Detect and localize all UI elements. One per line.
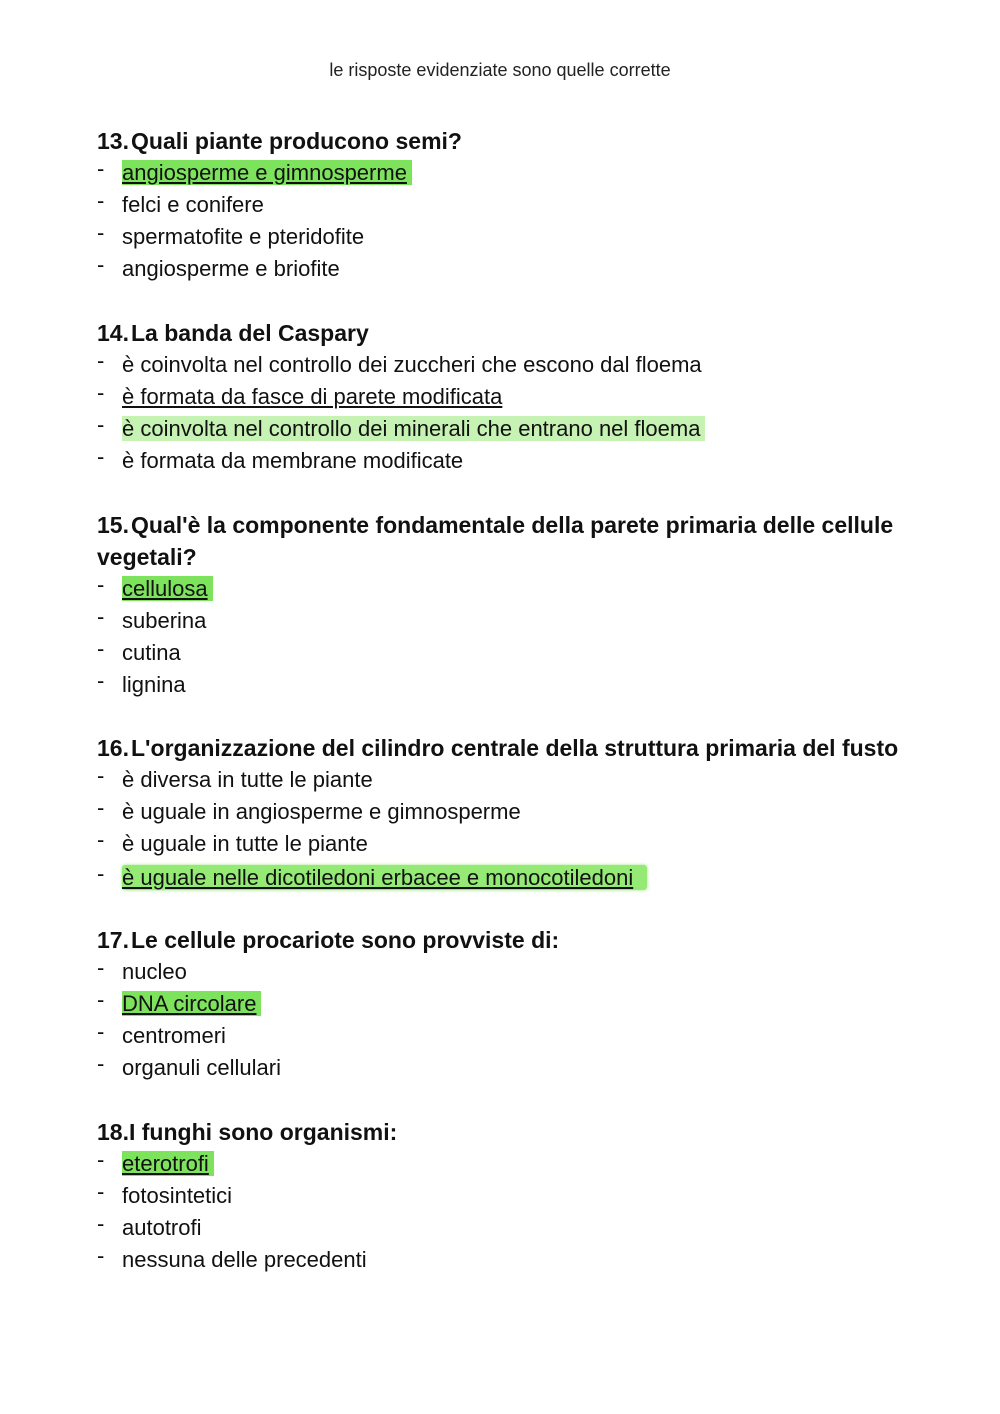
answer-item: - suberina — [97, 605, 917, 637]
answer-list — [97, 573, 917, 701]
answer-item: - nucleo — [97, 956, 917, 988]
answer-item: - DNA circolare — [97, 988, 917, 1020]
question-13 — [97, 125, 917, 285]
answer-item: - felci e conifere — [97, 189, 917, 221]
answer-item: - è coinvolta nel controllo dei zuccheri che escono dal floema — [97, 349, 917, 381]
answer-item: - angiosperme e gimnosperme — [97, 157, 917, 189]
question-text: L'organizzazione del cilindro centrale della struttura primaria del fusto — [131, 735, 899, 761]
answer-text: nucleo — [122, 959, 187, 984]
question-16 — [97, 732, 957, 894]
question-title — [97, 1116, 917, 1148]
question-number: 16. — [97, 735, 129, 761]
answer-item: - è diversa in tutte le piante — [97, 764, 957, 796]
question-number: 15. — [97, 512, 129, 538]
answer-text-correct: è uguale nelle dicotiledoni erbacee e monocotiledoni — [122, 865, 647, 890]
answer-item: - cutina — [97, 637, 917, 669]
answer-text: è diversa in tutte le piante — [122, 767, 373, 792]
answer-list — [97, 349, 917, 477]
answer-list — [97, 157, 917, 285]
answer-text: felci e conifere — [122, 192, 264, 217]
page-header: le risposte evidenziate sono quelle corrette — [329, 60, 671, 80]
answer-item: - organuli cellulari — [97, 1052, 917, 1084]
answer-text: spermatofite e pteridofite — [122, 224, 365, 249]
answer-item: - fotosintetici — [97, 1180, 917, 1212]
question-15 — [97, 509, 917, 701]
answer-item: - lignina — [97, 669, 917, 701]
answer-text: autotrofi — [122, 1215, 202, 1240]
answer-item: - eterotrofi — [97, 1148, 917, 1180]
answer-text: lignina — [122, 672, 186, 697]
answer-item: - cellulosa — [97, 573, 917, 605]
question-title — [97, 509, 917, 573]
question-text: Qual'è la componente fondamentale della parete primaria delle cellule vegetali? — [97, 512, 894, 570]
answer-text: cutina — [122, 640, 181, 665]
question-number: 17. — [97, 927, 129, 953]
answer-item: - nessuna delle precedenti — [97, 1244, 917, 1276]
question-title — [97, 125, 917, 157]
answer-item: - autotrofi — [97, 1212, 917, 1244]
answer-item: - è coinvolta nel controllo dei minerali che entrano nel floema — [97, 413, 917, 445]
question-text: La banda del Caspary — [131, 320, 369, 346]
answer-text-correct: è coinvolta nel controllo dei minerali che entrano nel floema — [122, 416, 705, 441]
answer-text: organuli cellulari — [122, 1055, 281, 1080]
answer-text: fotosintetici — [122, 1183, 233, 1208]
answer-item: - è uguale nelle dicotiledoni erbacee e monocotiledoni — [97, 862, 957, 894]
answer-item: - è formata da membrane modificate — [97, 445, 917, 477]
question-title — [97, 924, 917, 956]
answer-text: angiosperme e briofite — [122, 256, 340, 281]
answer-text-correct: angiosperme e gimnosperme — [122, 160, 412, 185]
answer-item: - centromeri — [97, 1020, 917, 1052]
answer-list — [97, 764, 957, 894]
question-number: 14. — [97, 320, 129, 346]
answer-text: è uguale in angiosperme e gimnosperme — [122, 799, 521, 824]
question-text: Quali piante producono semi? — [131, 128, 462, 154]
question-title — [97, 317, 917, 349]
question-text: Le cellule procariote sono provviste di: — [131, 927, 560, 953]
question-title — [97, 732, 957, 764]
question-number: 18. — [97, 1119, 129, 1145]
answer-list — [97, 1148, 917, 1276]
question-text: I funghi sono organismi: — [128, 1119, 398, 1145]
answer-text-correct: eterotrofi — [122, 1151, 214, 1176]
answer-item: - è uguale in tutte le piante — [97, 828, 957, 860]
answer-item: - angiosperme e briofite — [97, 253, 917, 285]
answer-text: è coinvolta nel controllo dei zuccheri che escono dal floema — [122, 352, 702, 377]
answer-item: - spermatofite e pteridofite — [97, 221, 917, 253]
answer-text-correct: cellulosa — [122, 576, 213, 601]
answer-text: è formata da fasce di parete modificata — [122, 384, 503, 409]
answer-item: - è uguale in angiosperme e gimnosperme — [97, 796, 957, 828]
question-number: 13. — [97, 128, 129, 154]
answer-item: - è formata da fasce di parete modificata — [97, 381, 917, 413]
answer-text: è formata da membrane modificate — [122, 448, 464, 473]
answer-list — [97, 956, 917, 1084]
question-14 — [97, 317, 917, 477]
question-18 — [97, 1116, 917, 1276]
question-17 — [97, 924, 917, 1084]
answer-text: è uguale in tutte le piante — [122, 831, 368, 856]
answer-text: suberina — [122, 608, 207, 633]
answer-text: nessuna delle precedenti — [122, 1247, 367, 1272]
answer-text-correct: DNA circolare — [122, 991, 261, 1016]
answer-text: centromeri — [122, 1023, 226, 1048]
